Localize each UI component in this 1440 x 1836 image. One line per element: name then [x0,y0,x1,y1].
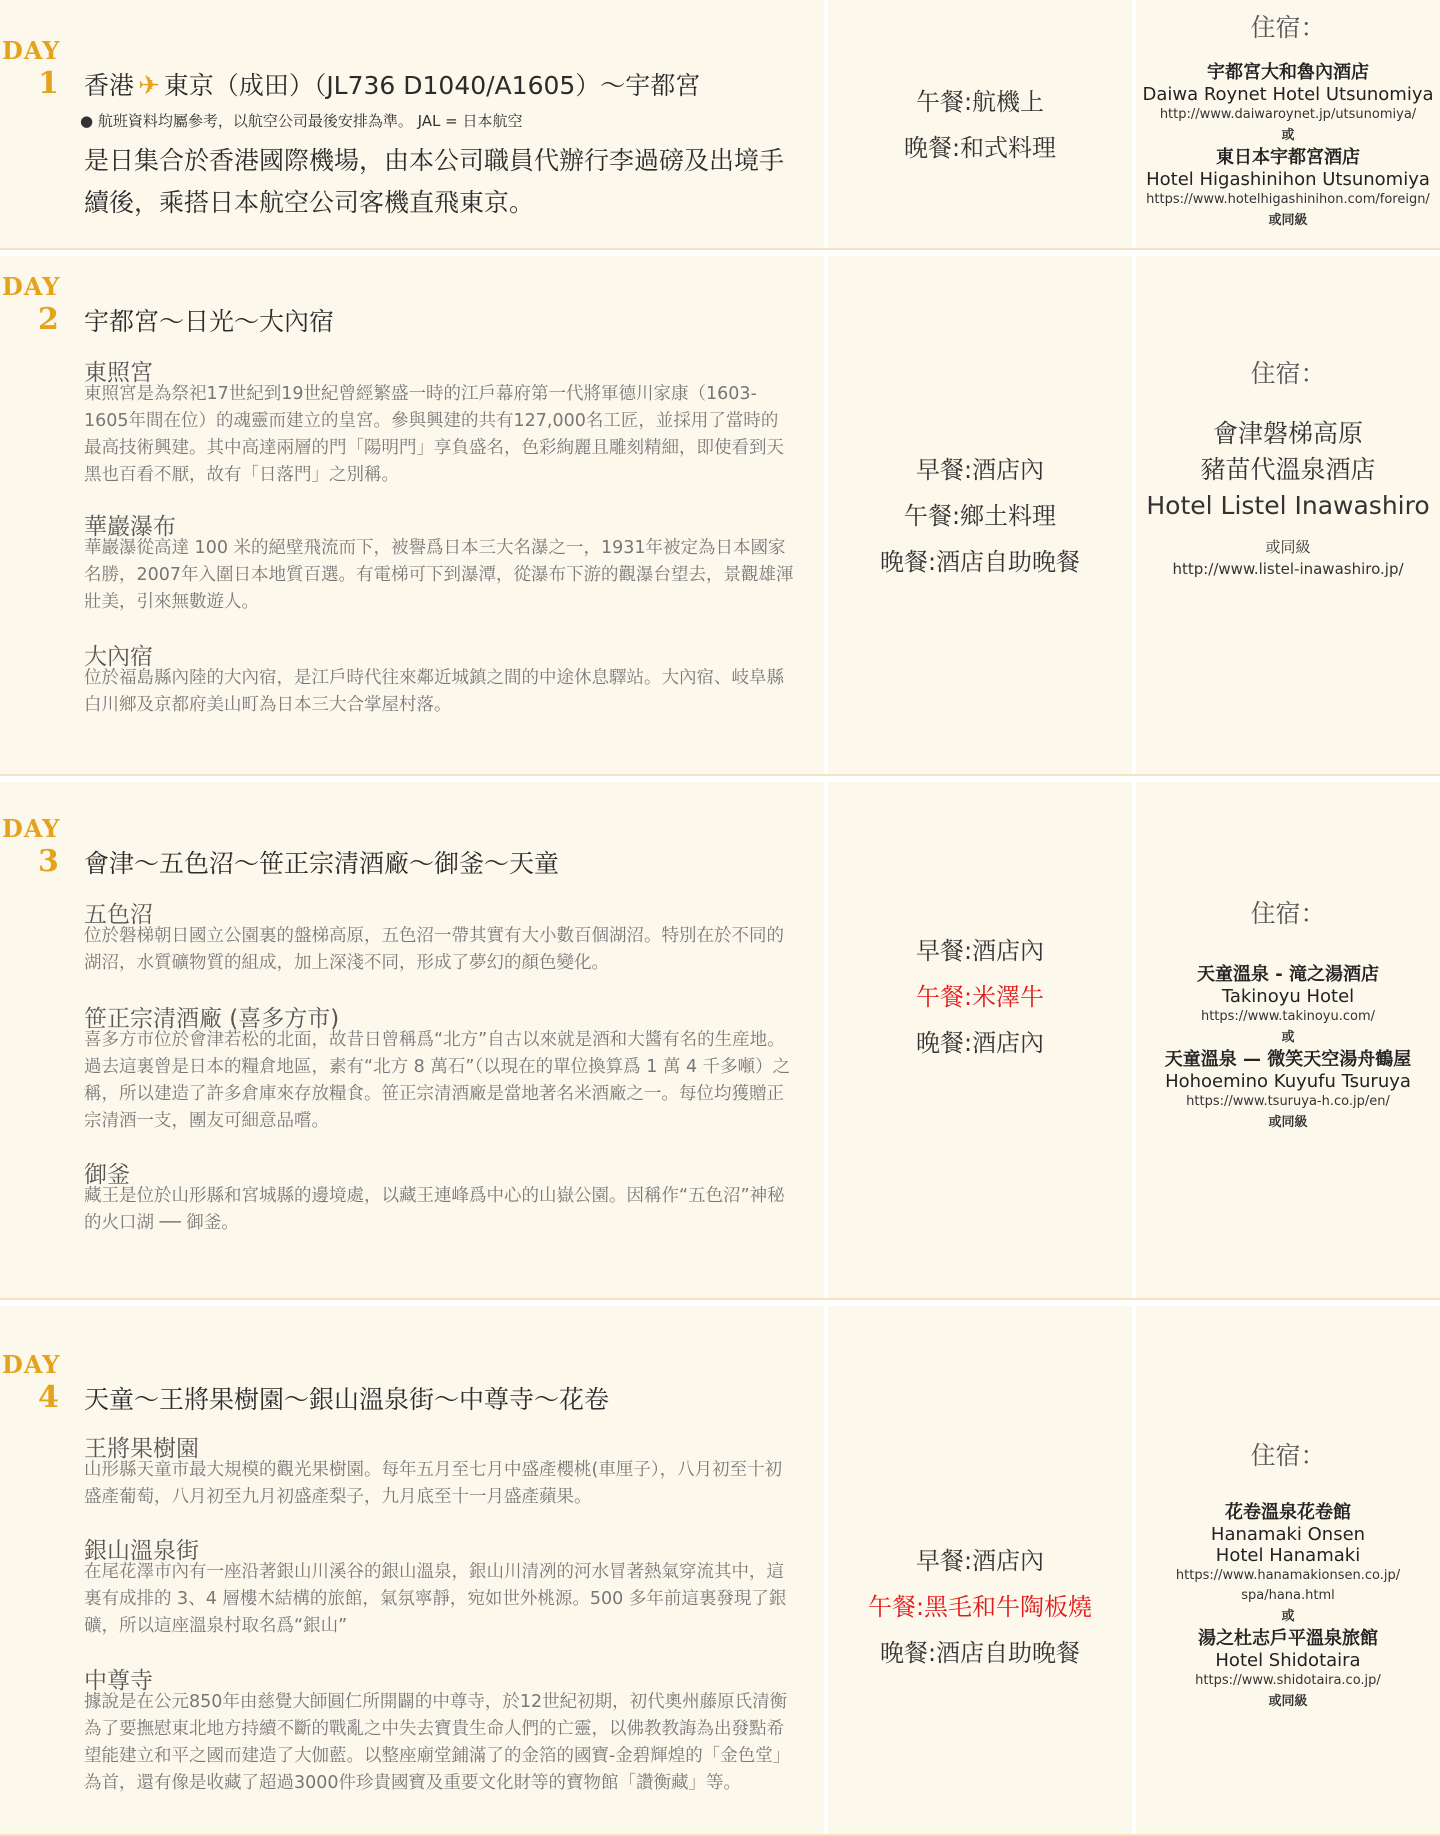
sight-title: 華巖瀑布 [84,514,176,540]
sight-title: 中尊寺 [84,1668,153,1694]
hotel-name-cn: 湯之杜志戶平溫泉旅館 [1198,1628,1378,1649]
flight-note: ● 航班資料均屬參考，以航空公司最後安排為準。 JAL = 日本航空 [80,112,523,130]
day-3-itinerary [0,782,824,1300]
stay-label: 住宿： [1250,1441,1326,1470]
meal-item-highlight: 午餐:黑毛和牛陶板燒 [867,1593,1093,1621]
airplane-icon: ✈ [138,71,160,101]
sight-title: 大內宿 [84,644,153,670]
or-same-class-label: 或同級 [1268,1115,1308,1130]
meal-item: 晚餐:和式料理 [903,134,1057,162]
day-3-hotel [1136,782,1440,1300]
day-number: 4 [38,1380,59,1415]
stay-label: 住宿： [1250,359,1326,388]
sight-description: 據說是在公元850年由慈覺大師圓仁所開闢的中尊寺，於12世紀初期，初代奧州藤原氏清衡為了要撫慰東北地方持續不斷的戰亂之中失去寶貴生命人們的亡靈，以佛教教誨為出發點希望能建立和平之國而建造了大伽藍。以整座廟堂鋪滿了的金箔的國寶-金碧輝煌的「金色堂」為首，還有像是收藏了超過3000件珍貴國寶及重要文化財等的寶物館「讚衡藏」等。 [84,1692,791,1793]
sight-description: 華巖瀑從高達 100 米的絕壁飛流而下，被譽爲日本三大名瀑之一，1931年被定為日本國家名勝，2007年入圍日本地質百選。有電梯可下到瀑潭，從瀑布下游的觀瀑台望去，景觀雄渾壯美，引來無數遊人。 [84,538,794,612]
sight-title: 五色沼 [84,902,153,928]
hotel-url[interactable]: http://www.daiwaroynet.jp/utsunomiya/ [1159,107,1417,122]
hotel-url[interactable]: https://www.tsuruya-h.co.jp/en/ [1186,1094,1390,1109]
meal-item: 晚餐:酒店自助晚餐 [879,548,1081,576]
day-number: 1 [38,66,59,101]
sight-description: 在尾花澤市內有一座沿著銀山川溪谷的銀山溫泉，銀山川清冽的河水冒著熱氣穿流其中，這裏有成排的 3、4 層樓木結構的旅館，氣氛寧靜，宛如世外桃源。500 多年前這裏發現了銀礦，所以這座溫泉村取名爲“銀山” [84,1562,787,1636]
day-4-meals [828,1306,1132,1836]
hotel-name-cn: 豬苗代溫泉酒店 [1200,455,1376,484]
hotel-name-en: Hotel Hanamaki [1215,1545,1361,1566]
day-number: 3 [38,844,59,879]
day-label: DAY [2,272,61,301]
hotel-name-en: Hotel Higashinihon Utsunomiya [1146,169,1430,190]
or-label: 或 [1281,1609,1295,1624]
route-title: 天童～王將果樹園～銀山溫泉街～中尊寺～花卷 [84,1385,610,1414]
hotel-name-cn: 東日本宇都宮酒店 [1216,147,1360,168]
day-label: DAY [2,1350,61,1379]
day-label: DAY [2,814,61,843]
stay-label: 住宿： [1250,899,1326,928]
hotel-name-en: Daiwa Roynet Hotel Utsunomiya [1142,84,1434,105]
hotel-name-cn: 天童溫泉 — 微笑天空湯舟鶴屋 [1164,1049,1412,1070]
day-2-meals [828,256,1132,776]
sight-description: 山形縣天童市最大規模的觀光果樹園。每年五月至七月中盛產櫻桃(車厘子），八月初至十初盛產葡萄，八月初至九月初盛產梨子，九月底至十一月盛產蘋果。 [84,1460,783,1507]
meal-item: 晚餐:酒店內 [915,1029,1045,1057]
day-3-meals [828,782,1132,1300]
hotel-name-cn: 宇都宮大和魯內酒店 [1207,62,1369,83]
sight-title: 笹正宗清酒廠 (喜多方市) [84,1006,340,1032]
sight-title: 銀山溫泉街 [84,1538,199,1564]
hotel-url[interactable]: https://www.hanamakionsen.co.jp/ [1175,1568,1401,1583]
hotel-name-en: Hotel Listel Inawashiro [1146,491,1430,520]
or-same-class-label: 或同級 [1268,213,1308,228]
day-2-hotel [1136,256,1440,776]
hotel-url[interactable]: spa/hana.html [1241,1588,1335,1603]
route-title: 會津～五色沼～笹正宗清酒廠～御釜～天童 [84,849,560,878]
meal-item: 早餐:酒店內 [915,937,1045,965]
day-number: 2 [38,302,59,337]
meal-item-highlight: 午餐:米澤牛 [915,983,1045,1011]
day-1-itinerary [0,0,824,250]
or-same-class-label: 或同級 [1265,538,1311,556]
sight-description: 藏王是位於山形縣和宮城縣的邊境處，以藏王連峰爲中心的山嶽公園。因稱作“五色沼”神秘的火口湖 ── 御釜。 [84,1186,785,1233]
day-1-hotel [1136,0,1440,250]
sight-title: 王將果樹園 [84,1436,199,1462]
day-4-row [0,1306,1440,1836]
day-label: DAY [2,36,61,65]
or-label: 或 [1281,128,1295,143]
hotel-url[interactable]: https://www.takinoyu.com/ [1200,1009,1376,1024]
or-same-class-label: 或同級 [1268,1694,1308,1709]
hotel-url[interactable]: https://www.shidotaira.co.jp/ [1195,1673,1381,1688]
hotel-url[interactable]: http://www.listel-inawashiro.jp/ [1172,560,1404,578]
day-4-itinerary [0,1306,824,1836]
day-4-hotel [1136,1306,1440,1836]
day-description: 是日集合於香港國際機場，由本公司職員代辦行李過磅及出境手續後，乘搭日本航空公司客機直飛東京。 [84,146,785,217]
day-2-itinerary [0,256,824,776]
route-destination: 東京（成田）（JL736 D1040/A1605）～宇都宮 [163,71,701,100]
day-3-row [0,782,1440,1300]
day-1-meals [828,0,1132,250]
route-origin: 香港 [84,71,135,100]
meal-item: 早餐:酒店內 [915,456,1045,484]
hotel-url[interactable]: https://www.hotelhigashinihon.com/foreign/ [1146,192,1430,207]
route-title: 宇都宮～日光～大內宿 [84,307,335,336]
sight-title: 御釜 [84,1162,130,1188]
hotel-name-en: Takinoyu Hotel [1221,986,1355,1007]
sight-description: 位於磐梯朝日國立公園裏的盤梯高原，五色沼一帶其實有大小數百個湖沼。特別在於不同的湖沼，水質礦物質的組成，加上深淺不同，形成了夢幻的顏色變化。 [84,926,784,973]
day-1-row [0,0,1440,250]
sight-description: 位於福島縣內陸的大內宿，是江戶時代往來鄰近城鎮之間的中途休息驛站。大內宿、岐阜縣白川鄉及京都府美山町為日本三大合掌屋村落。 [84,668,784,715]
hotel-name-en: Hanamaki Onsen [1210,1524,1366,1545]
meal-item: 早餐:酒店內 [915,1547,1045,1575]
day-2-row [0,256,1440,776]
sight-description: 喜多方市位於會津若松的北面，故昔日曾稱爲“北方”自古以來就是酒和大醬有名的生産地。過去這裏曾是日本的糧倉地區，素有“北方 8 萬石”（以現在的單位換算爲 1 萬 4 千多噸）之稱，所以建造了許多倉庫來存放糧食。笹正宗清酒廠是當地著名米酒廠之一。每位均獲贈正宗清酒一支，團友可細意品嚐。 [84,1030,791,1131]
stay-label: 住宿： [1250,13,1326,42]
meal-item: 午餐:鄉土料理 [903,502,1057,530]
or-label: 或 [1281,1030,1295,1045]
sight-description: 東照宮是為祭祀17世紀到19世紀曾經繁盛一時的江戶幕府第一代將軍德川家康（1603-1605年間在位）的魂靈而建立的皇宮。參與興建的共有127,000名工匠，並採用了當時的最高技術興建。其中高達兩層的門「陽明門」享負盛名，色彩絢麗且雕刻精細，即使看到天黑也百看不厭，故有「日落門」之別稱。 [84,384,784,485]
hotel-name-cn: 花卷溫泉花卷館 [1225,1502,1351,1523]
hotel-name-cn: 會津磐梯高原 [1212,419,1363,448]
hotel-name-en: Hotel Shidotaira [1215,1650,1361,1671]
sight-title: 東照宮 [84,360,153,386]
route-title [84,66,700,102]
hotel-name-cn: 天童溫泉 - 滝之湯酒店 [1196,964,1379,985]
meal-item: 午餐:航機上 [915,88,1045,116]
meal-item: 晚餐:酒店自助晚餐 [879,1639,1081,1667]
hotel-name-en: Hohoemino Kuyufu Tsuruya [1165,1071,1411,1092]
